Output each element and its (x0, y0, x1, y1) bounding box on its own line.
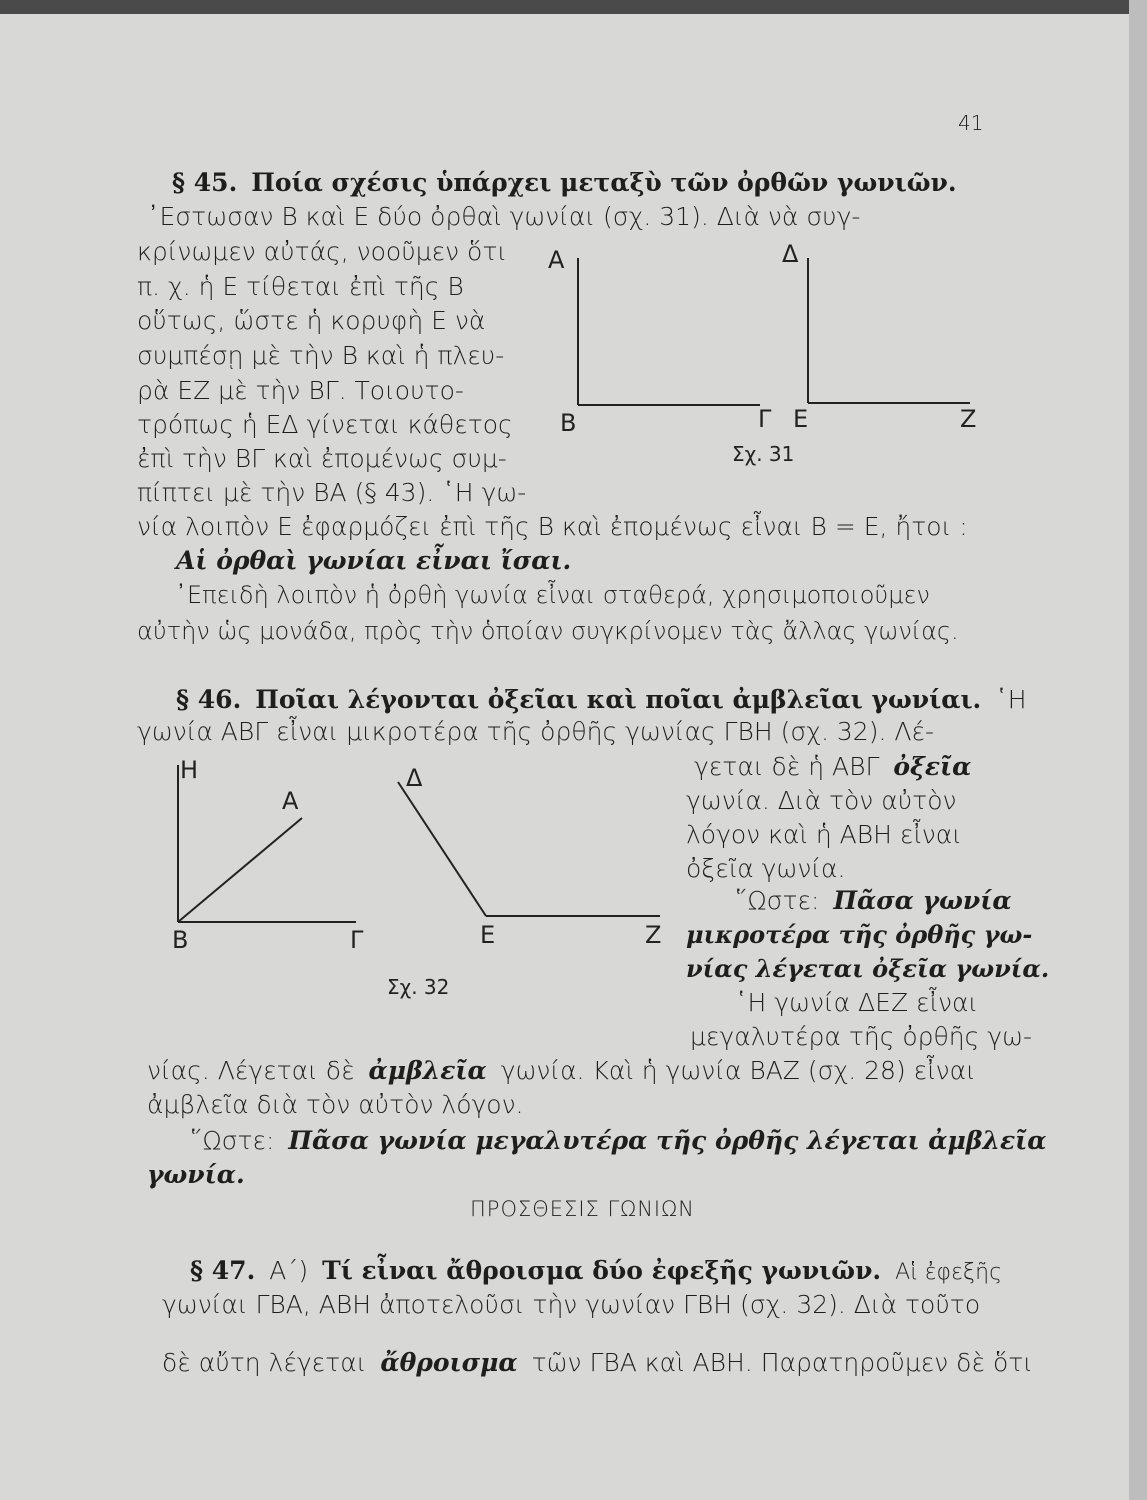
sec46-side-5b: Πᾶσα γωνία (833, 886, 1012, 915)
sec45-after-1: ᾿Επειδὴ λοιπὸν ἡ ὀρθὴ γωνία εἶναι σταθερά, χρησιμοποιοῦμεν (175, 581, 930, 609)
sec46-side-7: νίας λέγεται ὀξεῖα γωνία. (686, 954, 1050, 983)
sec46-rule-c: γωνία. (147, 1160, 245, 1189)
sec47-title: Τί εἶναι ἄθροισμα δύο ἐφεξῆς γωνιῶν. (322, 1256, 882, 1285)
sec47-number: § 47. (190, 1256, 256, 1285)
sec47-line-3a: δὲ αὔτη λέγεται (162, 1348, 367, 1377)
sec45-line-2: κρίνωμεν αὐτάς, νοοῦμεν ὅτι (137, 237, 508, 266)
sec45-line-7: τρόπως ἡ ΕΔ γίνεται κάθετος (137, 410, 513, 439)
fig32-label-B: Β (172, 926, 189, 954)
sec46-line-2: γωνία ΑΒΓ εἶναι μικροτέρα τῆς ὀρθῆς γωνίας ΓΒΗ (σχ. 32). Λέ- (137, 717, 934, 746)
sec47-line-3 (162, 1348, 1033, 1378)
sec46-line-10b: ἀμβλεῖα (368, 1056, 487, 1085)
fig31-label-E: Ε (793, 405, 809, 433)
sec47-pre: Α΄) (269, 1256, 309, 1285)
sec45-line-4: οὕτως, ὥστε ἡ κορυφὴ Ε νὰ (137, 306, 486, 335)
fig32-caption: Σχ. 32 (387, 975, 450, 999)
page-number: 41 (958, 111, 984, 135)
sec45-line-8: ἐπὶ τὴν ΒΓ καὶ ἐπομένως συμ- (137, 444, 507, 473)
sec45-line-10: νία λοιπὸν Ε ἐφαρμόζει ἐπὶ τῆς Β καὶ ἐπομένως εἶναι Β = Ε, ἤτοι : (137, 512, 968, 541)
sec46-side-1b: ὀξεῖα (893, 752, 972, 781)
sec46-side-5a: ῞Ωστε: (735, 886, 820, 915)
sec46-title: Ποῖαι λέγονται ὀξεῖαι καὶ ποῖαι ἀμβλεῖαι γωνίαι. (255, 685, 982, 714)
sec45-line-9: πίπτει μὲ τὴν ΒΑ (§ 43). ῾Η γω- (137, 478, 527, 507)
sec46-heading-tail: ῾Η (995, 685, 1027, 714)
sec46-side-3: λόγον καὶ ἡ ΑΒΗ εἶναι (686, 820, 962, 849)
fig32-label-G: Γ (350, 926, 364, 954)
sec47-heading-tail: Αἱ ἐφεξῆς (895, 1260, 1002, 1285)
fig31-caption: Σχ. 31 (732, 442, 795, 466)
sec47-heading (190, 1256, 1002, 1288)
fig32-label-H: Η (180, 756, 199, 784)
sec45-line-6: ρὰ ΕΖ μὲ τὴν ΒΓ. Τοιουτο- (137, 376, 464, 405)
fig31-label-A: Α (548, 246, 565, 274)
fig32-ray-BA (178, 818, 302, 922)
sec46-line-11: ἀμβλεῖα διὰ τὸν αὐτὸν λόγον. (147, 1090, 524, 1119)
sec47-line-3c: τῶν ΓΒΑ καὶ ΑΒΗ. Παρατηροῦμεν δὲ ὅτι (531, 1348, 1033, 1377)
sec46-rule-a: ῞Ωστε: (190, 1126, 275, 1155)
sec45-rule: Αἱ ὀρθαὶ γωνίαι εἶναι ἴσαι. (176, 546, 572, 575)
fig31-label-Z: Ζ (960, 405, 977, 433)
fig32-ray-ED (398, 782, 486, 916)
sec46-line-10c: γωνία. Καὶ ἡ γωνία ΒΑΖ (σχ. 28) εἶναι (500, 1056, 976, 1085)
fig31-label-B: Β (560, 409, 577, 437)
sec46-side-2: γωνία. Διὰ τὸν αὐτὸν (686, 786, 957, 815)
fig32-label-E: Ε (480, 921, 496, 949)
sec46-side-4: ὀξεῖα γωνία. (686, 854, 846, 883)
subheading: ΠΡΟΣΘΕΣΙΣ ΓΩΝΙΩΝ (470, 1197, 695, 1221)
fig31-label-D: Δ (782, 240, 799, 268)
sec45-line-3: π. χ. ἡ Ε τίθεται ἐπὶ τῆς Β (137, 272, 464, 301)
fig31-label-G: Γ (758, 405, 772, 433)
fig32-label-D: Δ (406, 764, 423, 792)
sec46-side-6: μικροτέρα τῆς ὀρθῆς γω- (686, 920, 1033, 949)
sec46-side-9: μεγαλυτέρα τῆς ὀρθῆς γω- (690, 1022, 1033, 1051)
sec45-line-1: ᾿Εστωσαν Β καὶ Ε δύο ὀρθαὶ γωνίαι (σχ. 31). Διὰ νὰ συγ- (147, 202, 861, 231)
sec45-after-2: αὐτὴν ὡς μονάδα, πρὸς τὴν ὁποίαν συγκρίνομεν τὰς ἄλλας γωνίας. (137, 617, 959, 645)
fig32-label-A: Α (282, 787, 299, 815)
sec47-line-2: γωνίαι ΓΒΑ, ΑΒΗ ἀποτελοῦσι τὴν γωνίαν ΓΒΗ (σχ. 32). Διὰ τοῦτο (162, 1290, 981, 1319)
sec46-side-1a: γεται δὲ ἡ ΑΒΓ (694, 752, 880, 781)
sec45-title: Ποία σχέσις ὑπάρχει μεταξὺ τῶν ὀρθῶν γωνιῶν. (251, 168, 957, 197)
fig32-label-Z: Ζ (645, 921, 662, 949)
sec46-rule-b: Πᾶσα γωνία μεγαλυτέρα τῆς ὀρθῆς λέγεται ἀμβλεῖα (288, 1126, 1047, 1155)
sec46-side-8: ῾Η γωνία ΔΕΖ εἶναι (735, 988, 979, 1017)
sec47-line-3b: ἄθροισμα (380, 1348, 518, 1377)
sec45-number: § 45. (172, 168, 238, 197)
sec45-line-5: συμπέσῃ μὲ τὴν Β καὶ ἡ πλευ- (137, 341, 505, 370)
sec46-number: § 46. (176, 685, 242, 714)
sec46-line-10a: νίας. Λέγεται δὲ (147, 1056, 355, 1085)
